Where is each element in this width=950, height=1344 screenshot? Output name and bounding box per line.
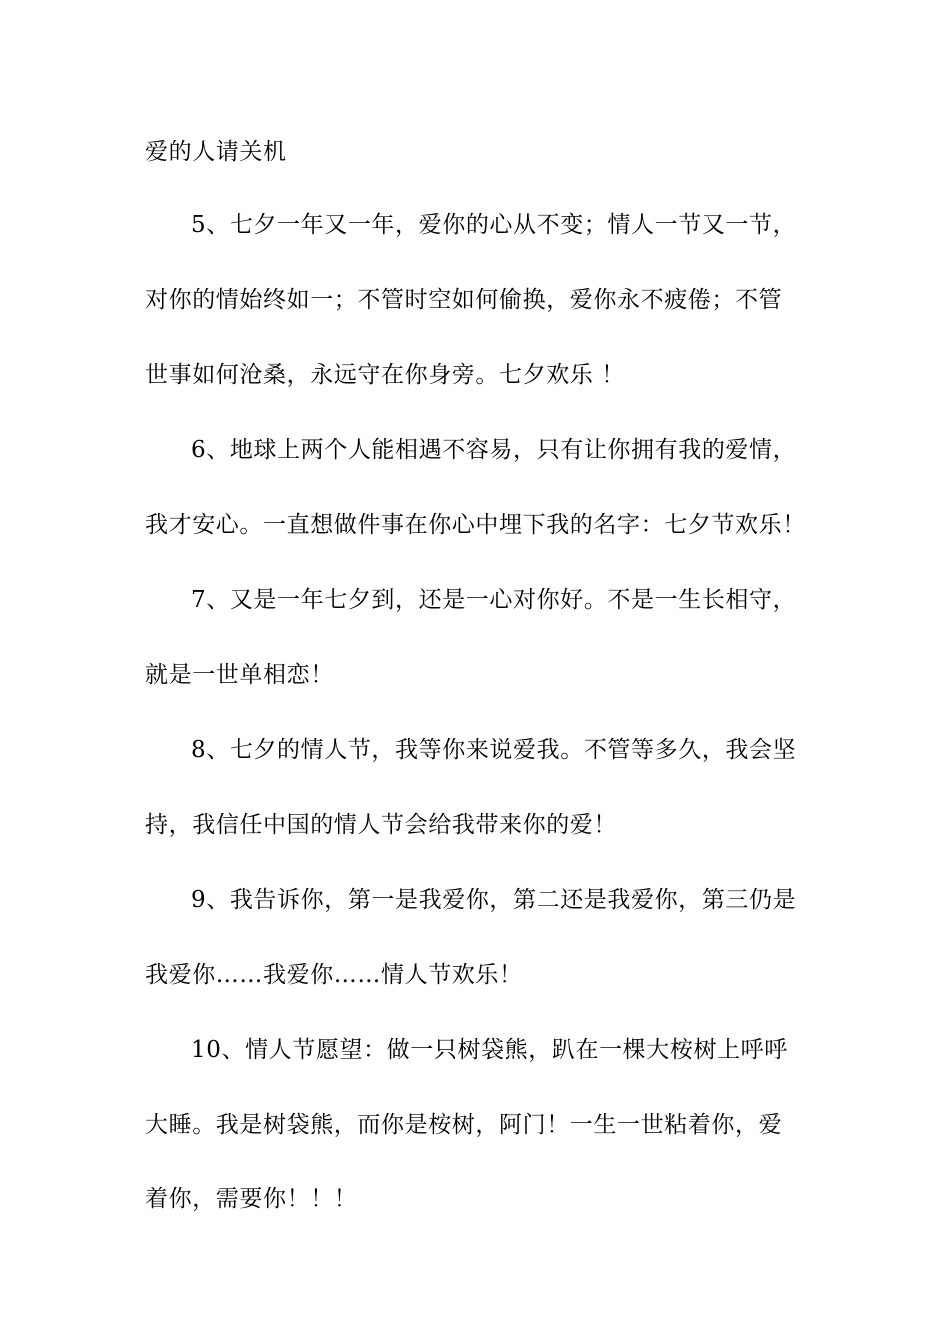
- text-line: 5、七夕一年又一年，爱你的心从不变；情人一节又一节，: [191, 212, 797, 238]
- text-line: 6、地球上两个人能相遇不容易，只有让你拥有我的爱情，: [191, 437, 797, 463]
- text-line: 9、我告诉你，第一是我爱你，第二还是我爱你，第三仍是: [191, 887, 797, 913]
- text-line: 10、情人节愿望：做一只树袋熊，趴在一棵大桉树上呼呼: [191, 1037, 788, 1063]
- text-line: 爱的人请关机: [145, 139, 287, 165]
- text-line: 我爱你……我爱你……情人节欢乐！: [145, 962, 523, 988]
- text-line: 对你的情始终如一；不管时空如何偷换，爱你永不疲倦；不管: [145, 287, 783, 313]
- text-line: 持，我信任中国的情人节会给我带来你的爱！: [145, 812, 617, 838]
- text-line: 我才安心。一直想做件事在你心中埋下我的名字：七夕节欢乐！: [145, 512, 806, 538]
- text-line: 着你，需要你！！！: [145, 1186, 358, 1212]
- text-line: 8、七夕的情人节，我等你来说爱我。不管等多久，我会坚: [191, 737, 797, 763]
- text-line: 7、又是一年七夕到，还是一心对你好。不是一生长相守，: [191, 587, 797, 613]
- text-line: 大睡。我是树袋熊，而你是桉树，阿门！一生一世粘着你，爱: [145, 1112, 783, 1138]
- text-line: 世事如何沧桑，永远守在你身旁。七夕欢乐 ！: [145, 362, 625, 388]
- text-line: 就是一世单相恋！: [145, 662, 334, 688]
